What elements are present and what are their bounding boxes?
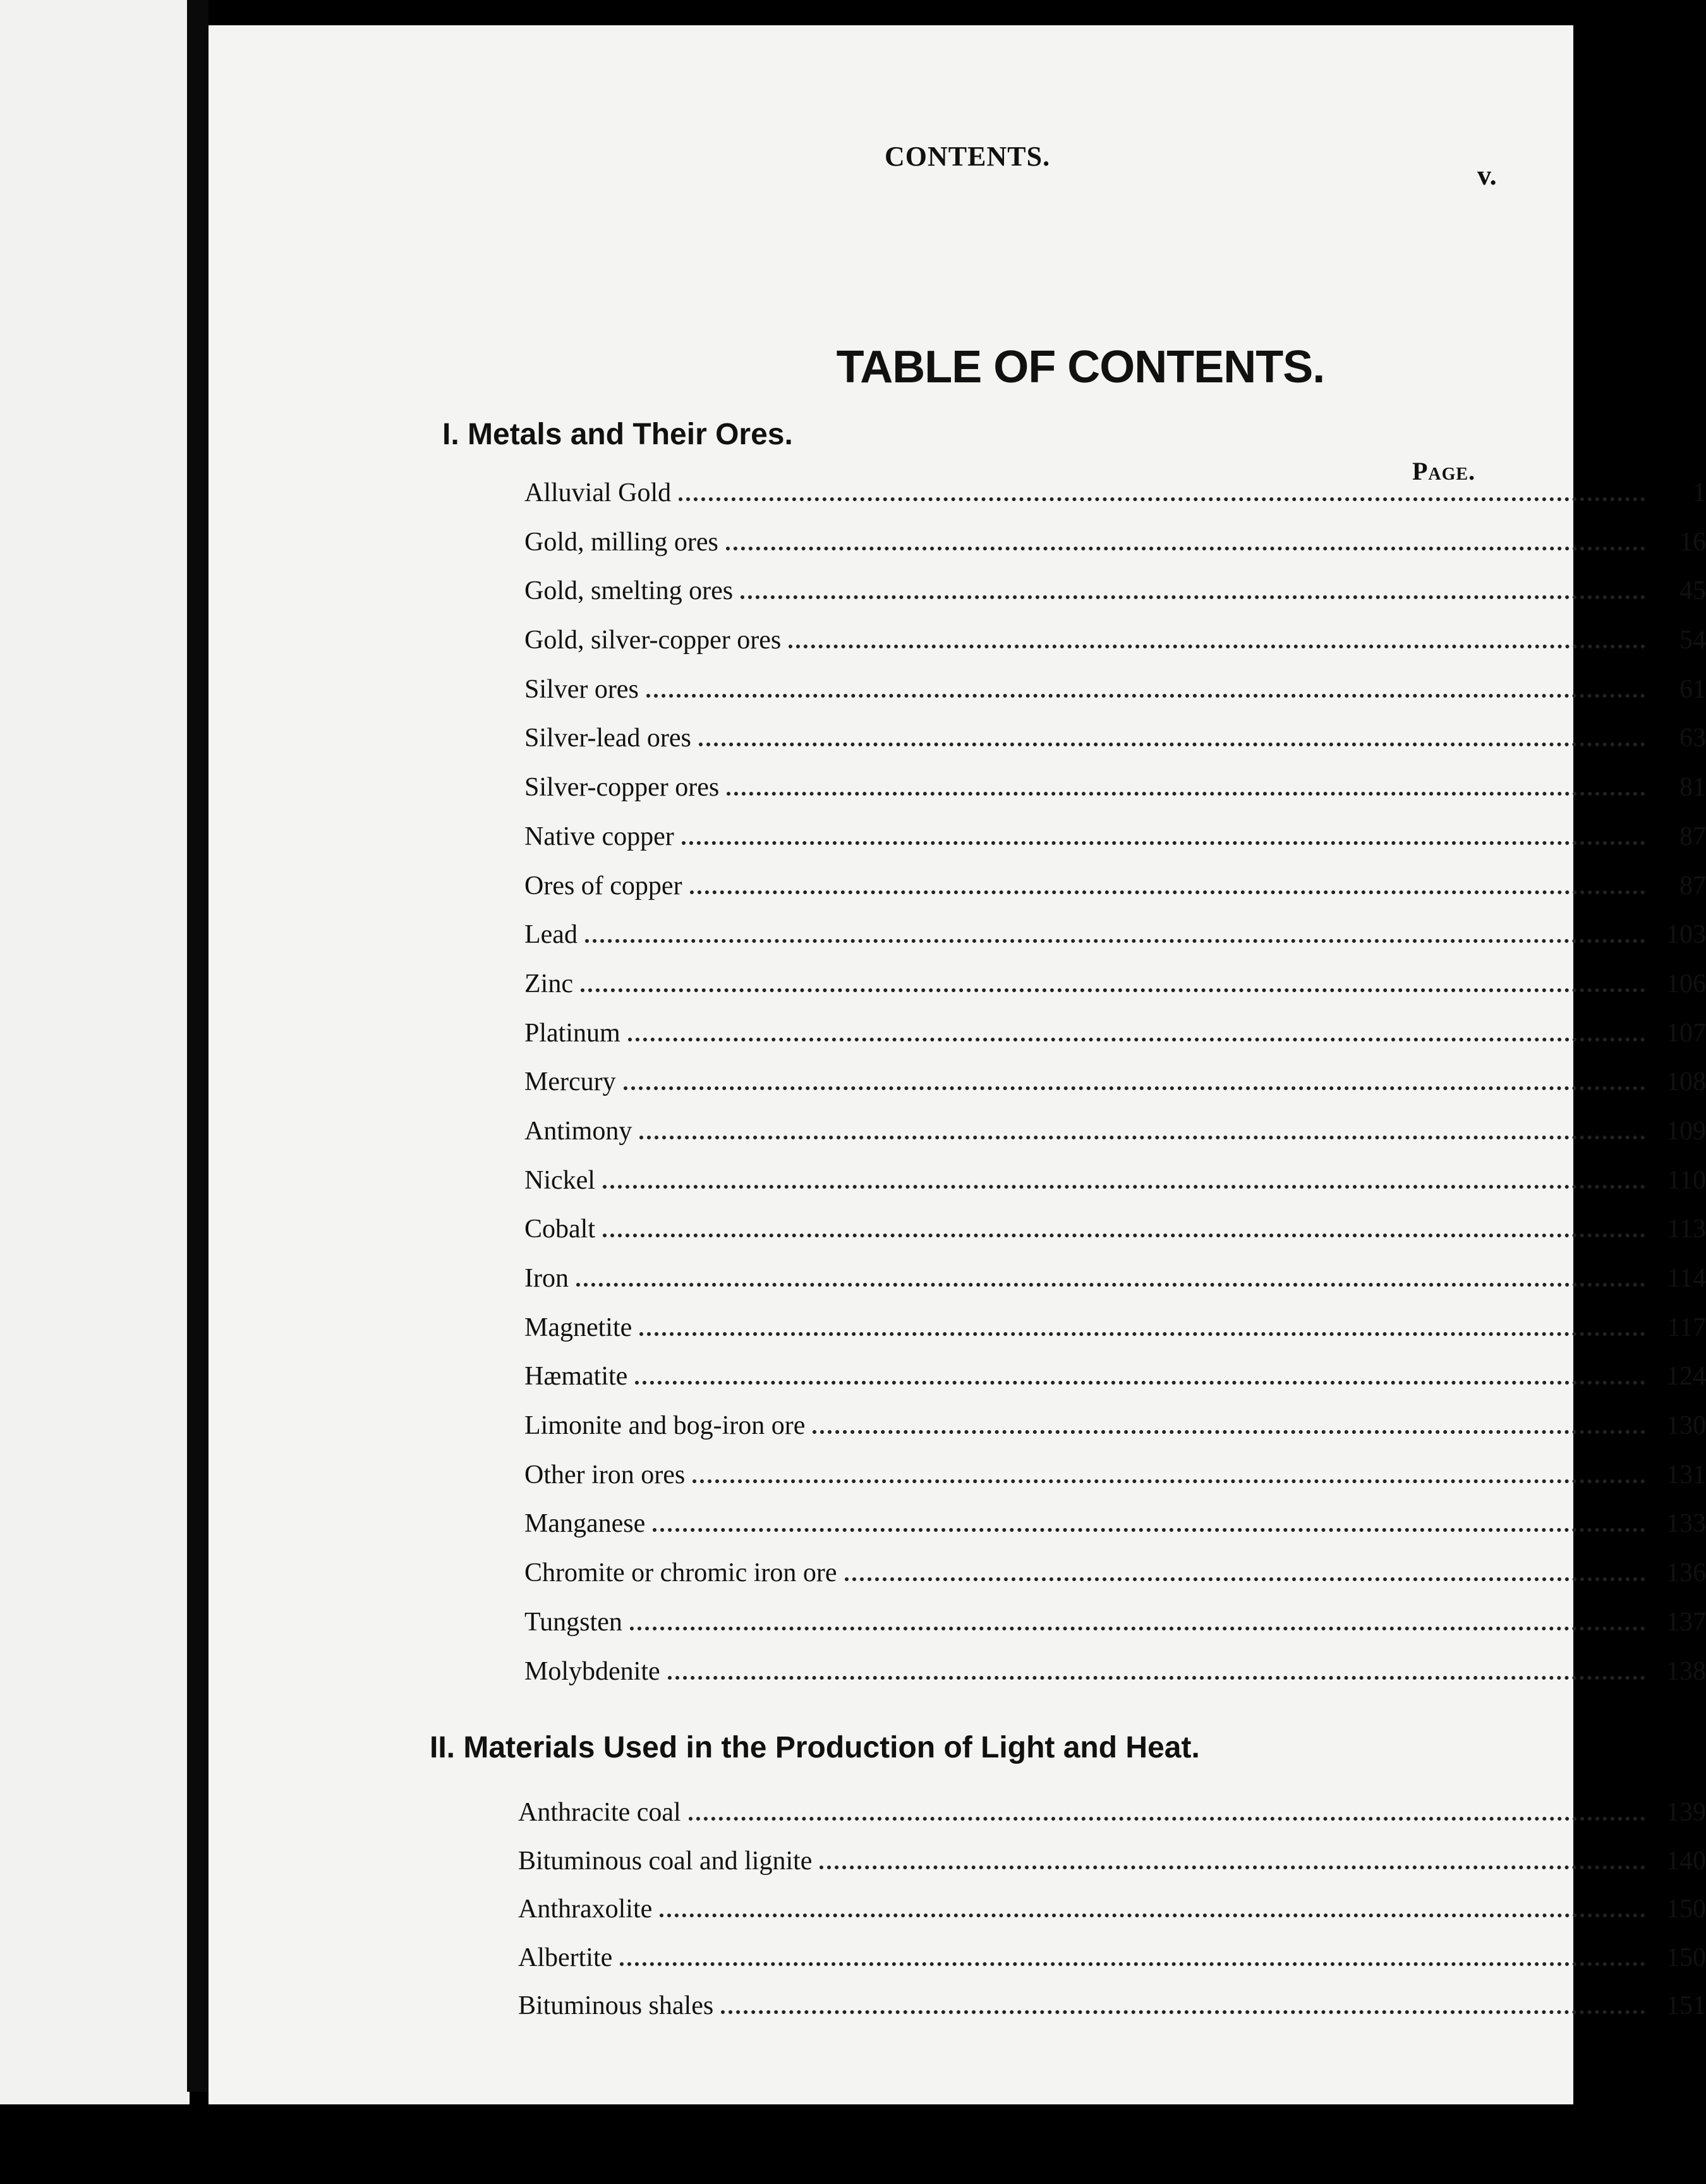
toc-entry-title: Bituminous shales — [518, 1991, 714, 2020]
dot-leader — [585, 939, 1645, 943]
toc-entry-title: Native copper — [524, 822, 674, 851]
contents-page — [209, 25, 1706, 2104]
dot-leader — [630, 1627, 1645, 1630]
dot-leader — [646, 694, 1645, 698]
toc-entry-page: 150 — [1666, 1895, 1706, 1924]
toc-entry-title: Albertite — [518, 1943, 613, 1972]
toc-entry — [524, 1656, 1706, 1706]
toc-entry-title: Nickel — [524, 1165, 595, 1195]
toc-entry-title: Gold, silver-copper ores — [524, 626, 782, 655]
toc-entry-page: 138 — [1666, 1656, 1706, 1686]
toc-entry — [524, 478, 1706, 527]
toc-entry-page: 45 — [1679, 576, 1706, 606]
dot-leader — [620, 1962, 1645, 1966]
dot-leader — [603, 1185, 1645, 1189]
toc-entry — [524, 822, 1706, 871]
toc-entry-page: 136 — [1666, 1558, 1706, 1588]
dot-leader — [660, 1914, 1645, 1917]
scan-border — [0, 2104, 1625, 2184]
toc-entry-page: 114 — [1667, 1264, 1706, 1293]
section-heading-light-heat: II. Materials Used in the Production of Light and Heat. — [430, 1731, 1200, 1764]
toc-entry — [518, 1991, 1706, 2039]
toc-entry-title: Bituminous coal and lignite — [518, 1846, 813, 1876]
running-head: CONTENTS. — [885, 141, 1051, 172]
dot-leader — [845, 1577, 1645, 1581]
toc-entry-title: Mercury — [524, 1067, 616, 1097]
dot-leader — [693, 1479, 1645, 1483]
toc-entry-title: Anthraxolite — [518, 1895, 653, 1924]
dot-leader — [639, 1136, 1645, 1139]
toc-entry-page: 103 — [1666, 920, 1706, 950]
page-column-label: Page. — [1412, 457, 1476, 485]
toc-entry-page: 113 — [1667, 1215, 1706, 1244]
dot-leader — [682, 841, 1645, 845]
toc-entry-title: Gold, milling ores — [524, 527, 718, 557]
toc-entry — [518, 1943, 1706, 1991]
dot-leader — [624, 1086, 1645, 1090]
toc-entry — [524, 1607, 1706, 1656]
toc-entry-title: Silver-copper ores — [524, 773, 720, 803]
toc-entry-page: 54 — [1679, 626, 1706, 655]
dot-leader — [639, 1332, 1645, 1336]
dot-leader — [581, 988, 1645, 992]
toc-entry-title: Chromite or chromic iron ore — [524, 1558, 837, 1588]
toc-entry — [524, 625, 1706, 674]
toc-entry-page: 130 — [1666, 1411, 1706, 1441]
toc-entry-title: Gold, smelting ores — [524, 576, 734, 606]
toc-entry-title: Alluvial Gold — [524, 478, 672, 507]
dot-leader — [689, 1817, 1645, 1821]
toc-entry — [524, 1558, 1706, 1607]
toc-entry — [524, 1460, 1706, 1509]
toc-entry — [518, 1846, 1706, 1895]
toc-entry-title: Hæmatite — [524, 1362, 628, 1392]
toc-entry-title: Platinum — [524, 1018, 620, 1048]
toc-entry — [524, 1018, 1706, 1067]
toc-entry — [524, 969, 1706, 1018]
toc-entry-title: Lead — [524, 920, 578, 950]
toc-entry-page: 107 — [1666, 1018, 1706, 1048]
toc-entry — [524, 1165, 1706, 1215]
toc-entry-title: Magnetite — [524, 1313, 632, 1342]
toc-entry-title: Iron — [524, 1264, 569, 1293]
toc-entry-title: Limonite and bog-iron ore — [524, 1411, 806, 1441]
toc-entry — [524, 527, 1706, 576]
toc-entry — [524, 674, 1706, 724]
toc-entry — [524, 576, 1706, 625]
dot-leader — [721, 2010, 1645, 2014]
toc-entry-title: Antimony — [524, 1116, 632, 1146]
toc-entry — [524, 1410, 1706, 1460]
toc-entry-page: 108 — [1666, 1067, 1706, 1097]
toc-entry-title: Silver-lead ores — [524, 724, 691, 753]
toc-entry — [524, 1116, 1706, 1165]
toc-entry-page: 110 — [1667, 1165, 1706, 1195]
toc-entry-page: 133 — [1666, 1509, 1706, 1539]
toc-entry-page: 139 — [1666, 1798, 1706, 1827]
dot-leader — [813, 1430, 1645, 1434]
toc-entry-title: Molybdenite — [524, 1656, 660, 1686]
toc-entry-title: Ores of copper — [524, 871, 682, 901]
dot-leader — [820, 1866, 1645, 1869]
toc-entry — [524, 1361, 1706, 1410]
toc-entry — [524, 723, 1706, 772]
toc-entry-page: 61 — [1679, 674, 1706, 704]
toc-entry — [524, 1263, 1706, 1313]
toc-entry-page: 131 — [1666, 1460, 1706, 1489]
toc-entry-page: 106 — [1666, 969, 1706, 998]
toc-entry-page: 151 — [1666, 1991, 1706, 2020]
dot-leader — [576, 1283, 1645, 1287]
dot-leader — [741, 595, 1645, 599]
toc-entry-title: Other iron ores — [524, 1460, 686, 1489]
toc-list-light-heat — [518, 1797, 1706, 2039]
book-gutter — [187, 0, 209, 2092]
toc-entry — [524, 1067, 1706, 1116]
toc-entry — [524, 1214, 1706, 1263]
toc-entry — [524, 871, 1706, 920]
page-title: TABLE OF CONTENTS. — [836, 342, 1325, 392]
folio-page-number: v. — [1477, 160, 1497, 191]
dot-leader — [628, 1038, 1645, 1041]
toc-entry — [518, 1894, 1706, 1943]
toc-entry — [524, 1508, 1706, 1558]
dot-leader — [668, 1676, 1645, 1680]
dot-leader — [635, 1381, 1645, 1385]
toc-entry-page: 87 — [1679, 822, 1706, 851]
section-heading-metals: I. Metals and Their Ores. — [442, 418, 793, 451]
toc-entry-title: Zinc — [524, 969, 573, 998]
toc-entry-page: 124 — [1666, 1362, 1706, 1392]
toc-entry — [518, 1797, 1706, 1846]
toc-entry-title: Cobalt — [524, 1215, 595, 1244]
dot-leader — [727, 792, 1645, 796]
toc-list-metals — [524, 478, 1706, 1705]
toc-entry-page: 16 — [1679, 527, 1706, 557]
toc-entry-page: 117 — [1667, 1313, 1706, 1342]
dot-leader — [603, 1234, 1645, 1237]
toc-entry — [524, 772, 1706, 822]
dot-leader — [653, 1528, 1645, 1532]
toc-entry — [524, 1313, 1706, 1362]
dot-leader — [699, 743, 1645, 746]
toc-entry-title: Manganese — [524, 1509, 646, 1539]
toc-entry-page: 81 — [1679, 773, 1706, 803]
toc-entry-title: Tungsten — [524, 1607, 622, 1637]
toc-entry-title: Silver ores — [524, 674, 639, 704]
dot-leader — [679, 497, 1645, 501]
toc-entry-page: 1 — [1693, 478, 1706, 507]
toc-entry-page: 87 — [1679, 871, 1706, 901]
toc-entry-page: 140 — [1666, 1846, 1706, 1876]
facing-page-edge — [0, 0, 190, 2104]
toc-entry — [524, 919, 1706, 969]
toc-entry-title: Anthracite coal — [518, 1798, 681, 1827]
toc-entry-page: 109 — [1666, 1116, 1706, 1146]
dot-leader — [726, 547, 1645, 550]
toc-entry-page: 137 — [1666, 1607, 1706, 1637]
dot-leader — [789, 645, 1645, 648]
toc-entry-page: 63 — [1679, 724, 1706, 753]
toc-entry-page: 150 — [1666, 1943, 1706, 1972]
dot-leader — [690, 890, 1645, 894]
